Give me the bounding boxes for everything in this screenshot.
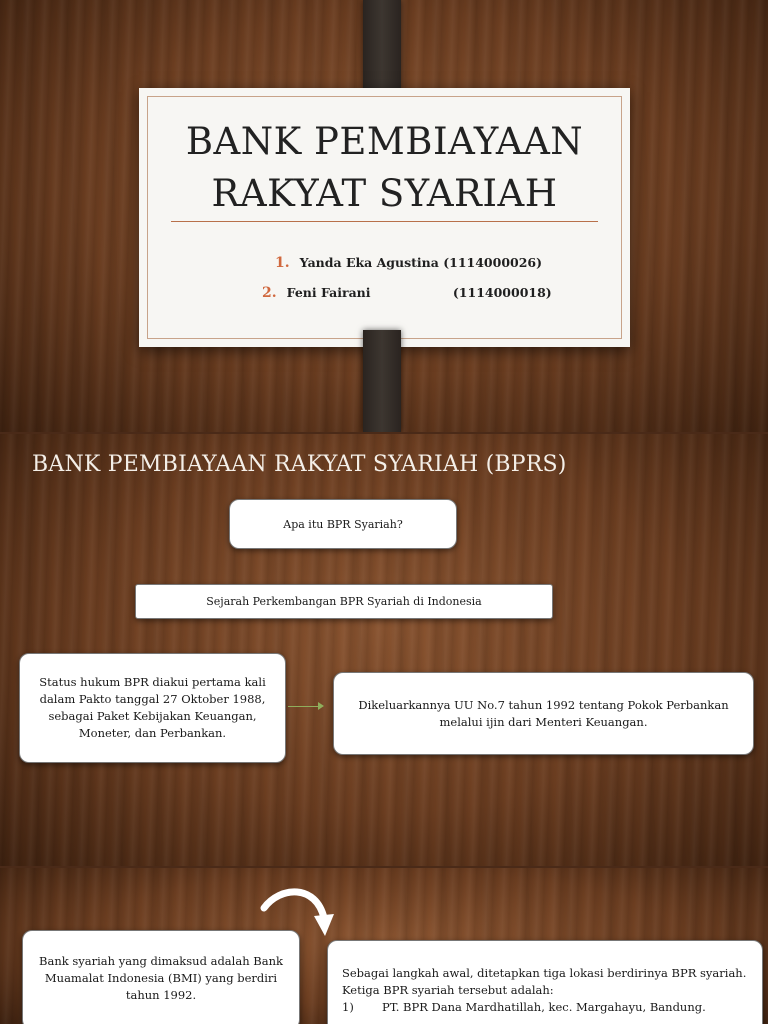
arrow-connector	[288, 706, 322, 707]
box-intro	[327, 940, 763, 1024]
box-status-text: Status hukum BPR diakui pertama kali dalam Pakto tanggal 27 Oktober 1988, sebagai Paket Kebijakan Keuangan, Moneter, dan Perbankan.	[39, 675, 266, 740]
box-status	[19, 653, 286, 763]
box-uu	[333, 672, 754, 755]
author-name: Yanda Eka Agustina (1114000026)	[299, 255, 543, 270]
main-title-line1: BANK PEMBIAYAAN	[185, 120, 584, 163]
box-intro-text: Sebagai langkah awal, ditetapkan tiga lokasi berdirinya BPR syariah. Ketiga BPR syariah tersebut adalah:	[342, 966, 747, 997]
arrow-head-icon	[318, 702, 324, 710]
author-name: Feni Fairani	[286, 285, 371, 300]
box-uu-text: Dikeluarkannya UU No.7 tahun 1992 tentang Pokok Perbankan melalui ijin dari Menteri Keuangan.	[358, 697, 729, 729]
title-divider	[171, 221, 598, 222]
author-number: 2.	[262, 285, 277, 301]
author-item-2	[262, 285, 552, 301]
list-item-number: 1)	[342, 1000, 354, 1014]
box-history-text: Sejarah Perkembangan BPR Syariah di Indonesia	[206, 595, 482, 608]
box-bmi-text: Bank syariah yang dimaksud adalah Bank Muamalat Indonesia (BMI) yang berdiri tahun 1992.	[39, 954, 283, 1002]
slide-title	[0, 0, 768, 432]
list-item-text: PT. BPR Dana Mardhatillah, kec. Margahayu, Bandung.	[382, 1000, 706, 1014]
author-item-1	[275, 255, 542, 271]
box-what-is-bpr-text: Apa itu BPR Syariah?	[283, 517, 403, 531]
list-item	[342, 999, 748, 1016]
title-card	[139, 88, 630, 347]
box-bmi	[22, 930, 300, 1024]
slide-history-detail	[0, 868, 768, 1024]
box-what-is-bpr	[229, 499, 457, 549]
main-title-line2: RAKYAT SYARIAH	[211, 172, 558, 215]
slide2-title: BANK PEMBIAYAAN RAKYAT SYARIAH (BPRS)	[32, 452, 567, 477]
box-history	[135, 584, 553, 619]
main-title	[139, 116, 630, 220]
strap-bottom	[363, 330, 401, 432]
slide-bprs	[0, 434, 768, 866]
author-id: (1114000018)	[452, 285, 552, 300]
author-number: 1.	[275, 255, 290, 271]
